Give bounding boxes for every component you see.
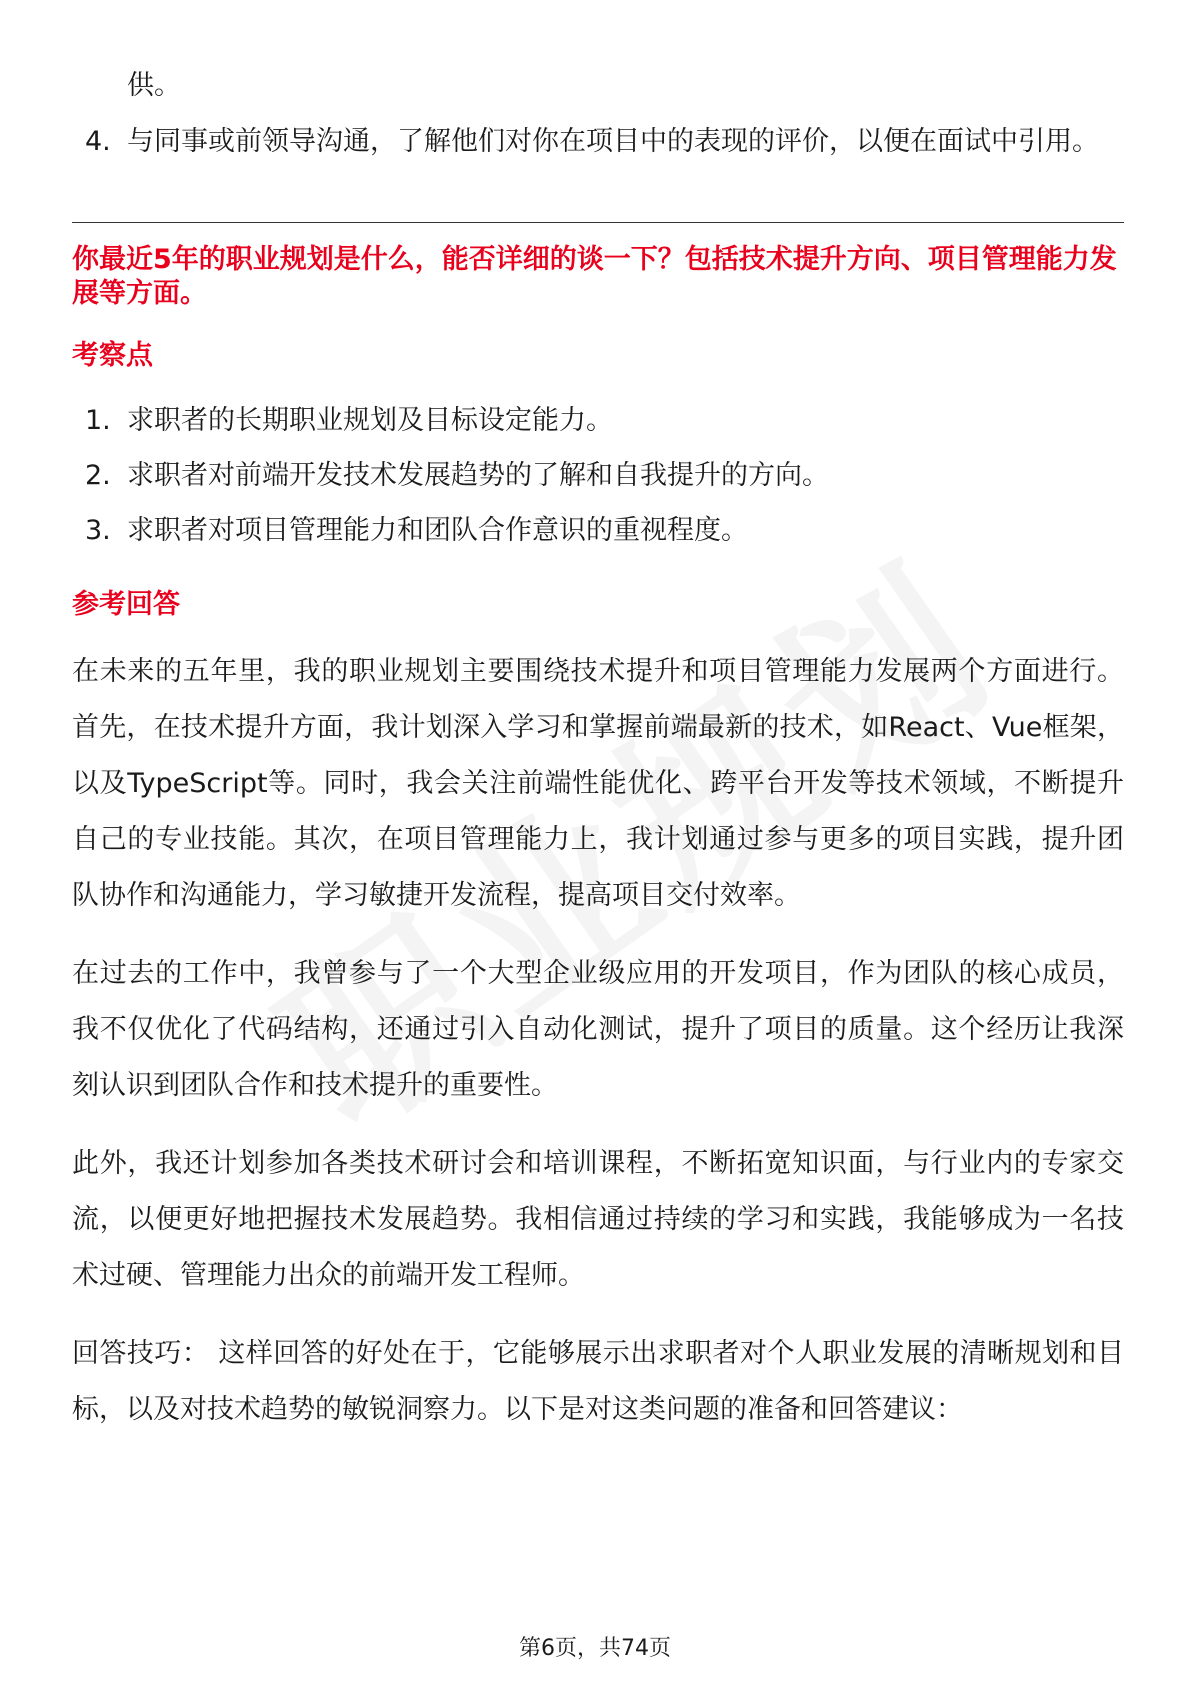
list-item-text: 求职者对前端开发技术发展趋势的了解和自我提升的方向。: [127, 460, 829, 491]
list-item-number: 4.: [85, 126, 111, 157]
list-item-text: 与同事或前领导沟通，了解他们对你在项目中的表现的评价，以便在面试中引用。: [127, 126, 1099, 157]
focus-item-1: [72, 393, 1124, 448]
continued-item-text: 供。: [127, 70, 181, 101]
list-item-4: [72, 114, 1124, 170]
focus-list: [72, 393, 1124, 558]
section-divider: [72, 222, 1124, 223]
answer-tips-paragraph: 回答技巧： 这样回答的好处在于，它能够展示出求职者对个人职业发展的清晰规划和目标，以及对技术趋势的敏锐洞察力。以下是对这类问题的准备和回答建议：: [72, 1338, 1124, 1425]
focus-heading: 考察点: [72, 340, 153, 371]
list-item-text: 求职者的长期职业规划及目标设定能力。: [127, 405, 613, 436]
focus-item-2: [72, 448, 1124, 503]
question-title: 你最近5年的职业规划是什么，能否详细的谈一下？包括技术提升方向、项目管理能力发展等方面。: [72, 244, 1117, 309]
answer-paragraph-3: 此外，我还计划参加各类技术研讨会和培训课程，不断拓宽知识面，与行业内的专家交流，以便更好地把握技术发展趋势。我相信通过持续的学习和实践，我能够成为一名技术过硬、管理能力出众的前端开发工程师。: [72, 1148, 1124, 1291]
focus-item-3: [72, 503, 1124, 558]
list-item-text: 求职者对项目管理能力和团队合作意识的重视程度。: [127, 515, 748, 546]
list-item-number: 2.: [85, 460, 111, 491]
list-item-number: 3.: [85, 515, 111, 546]
answer-paragraph-2: 在过去的工作中，我曾参与了一个大型企业级应用的开发项目，作为团队的核心成员，我不仅优化了代码结构，还通过引入自动化测试，提升了项目的质量。这个经历让我深刻认识到团队合作和技术提升的重要性。: [72, 958, 1124, 1101]
list-item-number: 1.: [85, 405, 111, 436]
answer-paragraph-1: 在未来的五年里，我的职业规划主要围绕技术提升和项目管理能力发展两个方面进行。首先，在技术提升方面，我计划深入学习和掌握前端最新的技术，如React、Vue框架，以及TypeScript等。同时，我会关注前端性能优化、跨平台开发等技术领域，不断提升自己的专业技能。其次，在项目管理能力上，我计划通过参与更多的项目实践，提升团队协作和沟通能力，学习敏捷开发流程，提高项目交付效率。: [72, 656, 1124, 911]
page-content: [72, 58, 1124, 1438]
answer-heading: 参考回答: [72, 589, 180, 620]
page-footer: 第6页，共74页: [519, 1636, 671, 1661]
